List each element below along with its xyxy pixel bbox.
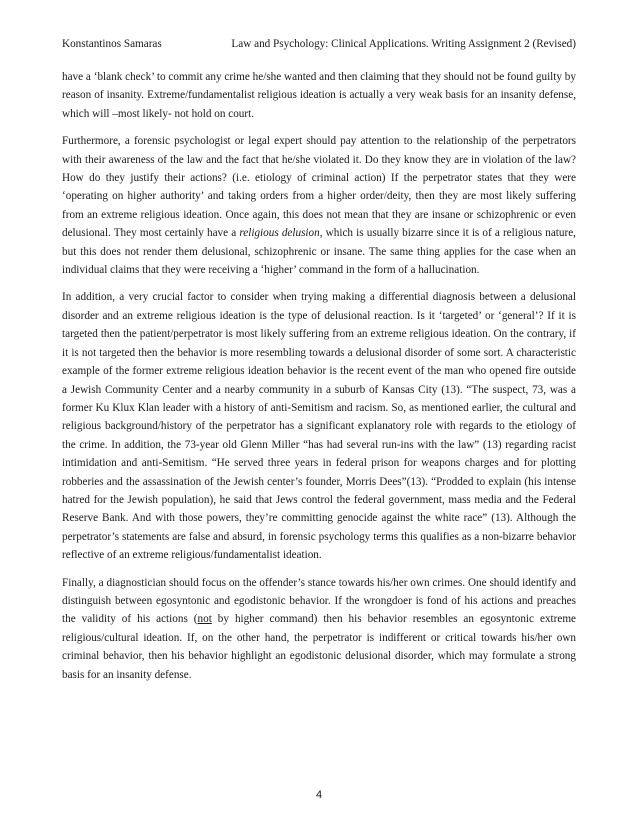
paragraph-2-text-before: Furthermore, a forensic psychologist or legal expert should pay attention to the relationship of the perpetrators with their awareness of the law and the fact that he/she violated it. Do they know they are in violation of the law? How do they justify their actions? (i.e. etiology of criminal action) If the perpetrator states that they were ‘operating on higher authority’ and taking orders from a higher order/deity, then they are most likely suffering from an extreme religious ideation. Once again, this does not mean that they are insane or schizophrenic or even delusional. They most certainly have a (62, 135, 576, 240)
paragraph-4 (62, 574, 576, 684)
header-author: Konstantinos Samaras (62, 38, 162, 50)
paragraph-4-underlined: not (197, 613, 212, 626)
paragraph-2-text-after: , which is usually bizarre since it is of a religious nature, but this does not render them delusional, schizophrenic or insane. The same thing applies for the case when an individual claims that they were receiving a ‘higher’ command in the form of a hallucination. (62, 227, 576, 277)
page-number: 4 (315, 789, 323, 801)
body-text (62, 68, 576, 693)
paragraph-4-text-after: by higher command) then his behavior resembles an egosyntonic extreme religious/cultural ideation. If, on the other hand, the perpetrator is indifferent or critical towards his/her own criminal behavior, then his behavior highlight an egodistonic delusional disorder, which may formulate a strong basis for an insanity defense. (62, 613, 577, 681)
paragraph-4-text-before: Finally, a diagnostician should focus on the offender’s stance towards his/her own crimes. One should identify and distinguish between egosyntonic and egodistonic behavior. If the wrongdoer is fond of his actions and preaches the validity of his actions ( (62, 576, 576, 626)
paragraph-1: have a ‘blank check’ to commit any crime he/she wanted and then claiming that they should not be found guilty by reason of insanity. Extreme/fundamentalist religious ideation is actually a very weak basis for an insanity defense, which will –most likely- not hold on court. (62, 71, 576, 120)
paragraph-3: In addition, a very crucial factor to consider when trying making a differential diagnosis between a delusional disorder and an extreme religious ideation is the type of delusional reaction. Is it ‘targeted’ or ‘general’? If it is targeted then the patient/perpetrator is most likely suffering from an extreme religious ideation. On the contrary, if it is not targeted then the behavior is more resembling towards a delusional disorder of some sort. A characteristic example of the former extreme religious ideation behavior is the recent event of the man who opened fire outside a Jewish Community Center and a nearby community in a suburb of Kansas City (13). “The suspect, 73, was a former Ku Klux Klan leader with a history of anti-Semitism and racism. So, as mentioned earlier, the cultural and religious background/history of the perpetrator has a significant explanatory role with regards to the etiology of the crime. In addition, the 73-year old Glenn Miller “has had several run-ins with the law” (13) regarding racist intimidation and anti-Semitism. “He served three years in federal prison for weapons charges and for plotting robberies and the assassination of the Jewish center’s founder, Morris Dees”(13). “Prodded to explain (his intense hatred for the Jewish population), he said that Jews control the federal government, mass media and the Federal Reserve Bank. And with those powers, they’re committing genocide against the white race” (13). Although the perpetrator’s statements are false and absurd, in forensic psychology terms this qualifies as a non-bizarre behavior reflective of an extreme religious/fundamentalist ideation. (62, 291, 576, 562)
paragraph-2 (62, 132, 576, 279)
paragraph-2-emphasis: religious delusion (239, 227, 320, 240)
header-title: Law and Psychology: Clinical Applications. Writing Assignment 2 (Revised) (231, 38, 576, 50)
